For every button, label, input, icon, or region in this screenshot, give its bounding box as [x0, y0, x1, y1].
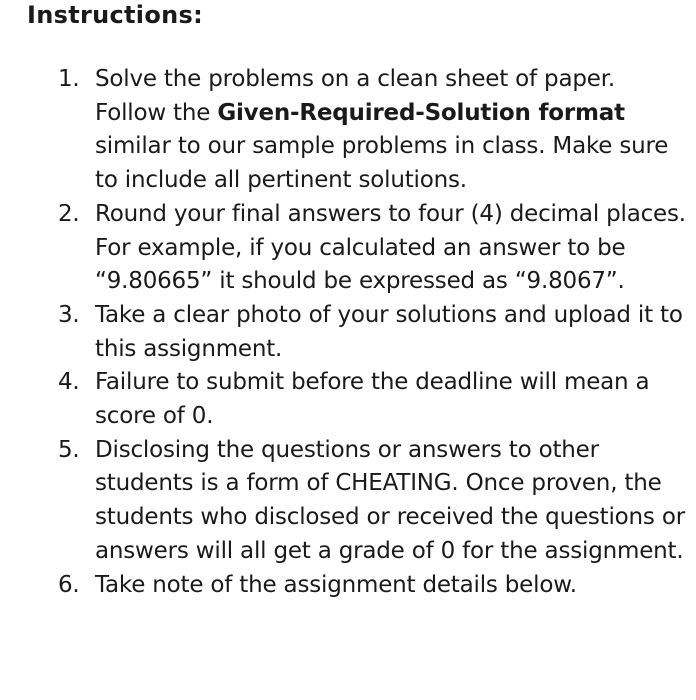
- item-text: Failure to submit before the deadline will mean a score of 0.: [95, 369, 650, 430]
- item-number: 3.: [58, 301, 80, 328]
- item-number: 5.: [58, 436, 80, 463]
- list-item: [58, 198, 688, 299]
- item-number: 2.: [58, 200, 80, 227]
- item-text: Round your final answers to four (4) decimal places. For example, if you calculated an answer to be “9.80665” it should be expressed as “9.8067”.: [95, 200, 686, 295]
- item-number: 1.: [58, 66, 80, 92]
- format-emphasis: Given-Required-Solution format: [217, 99, 625, 126]
- instructions-heading: Instructions:: [27, 1, 203, 29]
- list-item: [58, 366, 688, 433]
- item-text-end: similar to our sample problems in class. Make sure to include all pertinent solutions.: [95, 133, 669, 194]
- list-item: [58, 434, 688, 569]
- instructions-list: [58, 63, 688, 602]
- list-item: [58, 63, 688, 198]
- item-text: Take a clear photo of your solutions and upload it to this assignment.: [95, 301, 683, 362]
- item-text: Take note of the assignment details below.: [95, 571, 577, 598]
- list-item: [58, 569, 688, 603]
- item-text-start: Solve the problems on a clean sheet of paper. Follow the: [95, 66, 615, 126]
- item-number: 6.: [58, 571, 80, 598]
- list-item: [58, 299, 688, 366]
- item-text: Disclosing the questions or answers to other students is a form of CHEATING. Once proven, the students who disclosed or received the questions or answers will all get a grade of 0 for the assignment.: [95, 436, 685, 564]
- item-number: 4.: [58, 369, 80, 396]
- item-text: [95, 63, 688, 198]
